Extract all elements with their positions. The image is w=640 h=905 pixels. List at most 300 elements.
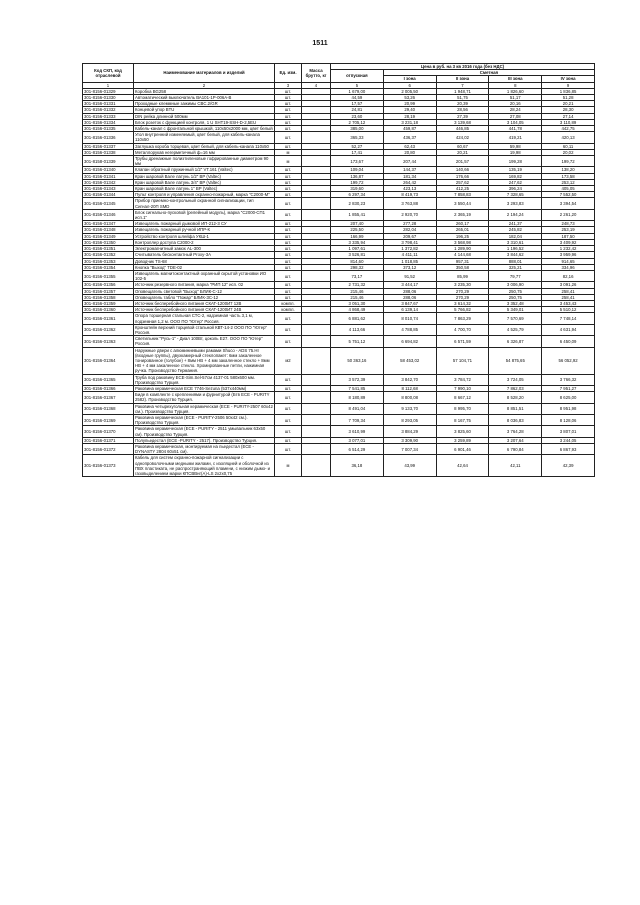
item-unit: шт. — [275, 119, 302, 125]
price-retail: 3 077,01 — [331, 437, 384, 443]
item-name: Полупьедестал (ECE -PURITY - 2517). Производство Турция. — [134, 437, 275, 443]
price-zone2: 350,58 — [436, 264, 489, 270]
price-retail: 17,57 — [331, 101, 384, 107]
item-name: Источник резервного питания, марка "РИП 12" исп. 02 — [134, 282, 275, 288]
table-row — [83, 132, 595, 143]
item-unit: шт. — [275, 282, 302, 288]
item-unit: м — [275, 149, 302, 155]
price-zone1: 20,80 — [383, 149, 436, 155]
price-zone4: 442,75 — [542, 126, 595, 132]
price-retail: 52,27 — [331, 143, 384, 149]
price-zone2: 412,25 — [436, 186, 489, 192]
price-zone1: 423,13 — [383, 186, 436, 192]
item-name: Коробка BG258 — [134, 88, 275, 94]
price-zone2: 3 568,98 — [436, 239, 489, 245]
item-name: Извещатель пожарный ручной ИПР-К — [134, 227, 275, 233]
price-zone1: 282,04 — [383, 227, 436, 233]
page-number: 1511 — [312, 40, 328, 47]
price-retail: 6 297,34 — [331, 192, 384, 198]
table-row — [83, 270, 595, 281]
price-zone4: 60,11 — [542, 143, 595, 149]
item-unit: шт. — [275, 186, 302, 192]
price-zone4: 258,41 — [542, 294, 595, 300]
price-zone3: 4 525,79 — [489, 324, 542, 335]
price-zone2: 42,64 — [436, 455, 489, 477]
price-zone2: 270,29 — [436, 288, 489, 294]
price-zone2: 957,31 — [436, 258, 489, 264]
price-zone4: 138,20 — [542, 167, 595, 173]
item-name: Устройство контроля шлейфа УКШ-1 — [134, 233, 275, 239]
price-zone4: 187,50 — [542, 233, 595, 239]
price-retail: 36,18 — [331, 455, 384, 477]
header-code: Код СКП, код отраслевой — [83, 64, 134, 83]
price-zone3: 245,82 — [489, 227, 542, 233]
table-row — [83, 392, 595, 403]
price-zone3: 20,16 — [489, 101, 542, 107]
item-name: Извещатель пожарный дымовой ИП-212-3 СУ — [134, 221, 275, 227]
price-retail: 173,67 — [331, 156, 384, 167]
item-mass — [302, 444, 331, 455]
price-retail: 814,60 — [331, 258, 384, 264]
item-unit: шт. — [275, 392, 302, 403]
price-zone1: 3 842,70 — [383, 374, 436, 385]
price-zone4: 3 409,92 — [542, 239, 595, 245]
price-zone3: 250,75 — [489, 294, 542, 300]
price-zone3: 7 570,69 — [489, 313, 542, 324]
item-name: Кран шаровой Вале латунь 1/2" ВР (Valtec) — [134, 173, 275, 179]
price-retail: 2 705,12 — [331, 119, 384, 125]
price-retail: 73,17 — [331, 270, 384, 281]
column-number: 2 — [134, 82, 275, 88]
price-zone4: 1 232,42 — [542, 246, 595, 252]
price-zone4: 3 959,96 — [542, 252, 595, 258]
price-retail: 3 610,99 — [331, 426, 384, 437]
price-zone4: 3 244,05 — [542, 437, 595, 443]
price-zone4: 3 807,01 — [542, 426, 595, 437]
price-zone2: 1 948,71 — [436, 88, 489, 94]
item-code: 301-8156-01349 — [83, 233, 134, 239]
price-zone3: 441,78 — [489, 126, 542, 132]
price-zone3: 3 764,28 — [489, 426, 542, 437]
item-unit: шт. — [275, 414, 302, 425]
header-name: Наименование материалов и изделий — [134, 64, 275, 83]
price-retail: 4 113,66 — [331, 324, 384, 335]
item-code: 301-8156-01347 — [83, 221, 134, 227]
price-zone1: 8 800,08 — [383, 392, 436, 403]
item-unit: шт. — [275, 288, 302, 294]
item-code: 301-8156-01346 — [83, 209, 134, 220]
item-mass — [302, 392, 331, 403]
header-mass: Масса брутто, кг — [302, 64, 331, 83]
price-zone3: 241,37 — [489, 221, 542, 227]
item-code: 301-8156-01352 — [83, 252, 134, 258]
item-code: 301-8156-01345 — [83, 198, 134, 209]
price-zone4: 5 510,12 — [542, 307, 595, 313]
item-code: 301-8156-01332 — [83, 107, 134, 113]
price-retail: 3 335,94 — [331, 239, 384, 245]
price-retail: 225,50 — [331, 227, 384, 233]
item-code: 301-8156-01335 — [83, 126, 134, 132]
price-retail: 319,60 — [331, 186, 384, 192]
price-zone3: 3 352,48 — [489, 300, 542, 306]
price-zone4: 334,96 — [542, 264, 595, 270]
column-number: 5 — [331, 82, 384, 88]
item-code: 301-8156-01338 — [83, 149, 134, 155]
price-zone4: 914,65 — [542, 258, 595, 264]
item-unit: шт. — [275, 313, 302, 324]
table-row — [83, 198, 595, 209]
price-zone4: 8 128,06 — [542, 414, 595, 425]
item-code: 301-8156-01336 — [83, 132, 134, 143]
price-retail: 3 572,39 — [331, 374, 384, 385]
price-retail: 2 830,23 — [331, 198, 384, 209]
price-zone4: 20,21 — [542, 101, 595, 107]
table-row — [83, 444, 595, 455]
item-code: 301-8156-01362 — [83, 324, 134, 335]
item-unit: шт. — [275, 444, 302, 455]
table-row — [83, 313, 595, 324]
item-code: 301-8156-01363 — [83, 336, 134, 347]
item-unit: шт. — [275, 233, 302, 239]
column-number: 1 — [83, 82, 134, 88]
price-zone2: 60,67 — [436, 143, 489, 149]
price-retail: 17,41 — [331, 149, 384, 155]
item-name: Кнопка "Выход" TDE-02 — [134, 264, 275, 270]
item-code: 301-8156-01364 — [83, 347, 134, 374]
column-number: 9 — [542, 82, 595, 88]
item-code: 301-8158-01339 — [83, 156, 134, 167]
price-zone2: 446,85 — [436, 126, 489, 132]
header-zone1: I зона — [383, 76, 436, 82]
item-unit: шт. — [275, 95, 302, 101]
item-name: Раковина керамическая (ECE - PURITY-2506 50х42 см.). Производство Турция. — [134, 414, 275, 425]
header-retail: отпускная — [331, 70, 384, 82]
price-zone3: 182,04 — [489, 233, 542, 239]
price-zone4: 253,19 — [542, 227, 595, 233]
item-code: 301-8156-01341 — [83, 173, 134, 179]
price-zone1: 8 010,74 — [383, 313, 436, 324]
price-zone1: 207,44 — [383, 156, 436, 167]
table-row — [83, 374, 595, 385]
header-price-group: Цена в руб. на 3 кв 2016 года (без НДС) — [331, 64, 595, 70]
price-zone4: 3 110,89 — [542, 119, 595, 125]
price-zone4: 82,16 — [542, 270, 595, 281]
item-name: Раковина керамическая ECE 7746-Sezuna (537х440мм) — [134, 385, 275, 391]
price-zone1: 436,37 — [383, 132, 436, 143]
item-unit: шт. — [275, 179, 302, 185]
price-zone3: 5 349,01 — [489, 307, 542, 313]
price-zone2: 6 901,46 — [436, 444, 489, 455]
item-unit: шт. — [275, 403, 302, 414]
price-retail: 1 855,41 — [331, 209, 384, 220]
price-zone2: 8 667,12 — [436, 392, 489, 403]
item-unit: шт. — [275, 336, 302, 347]
item-code: 301-8156-01351 — [83, 246, 134, 252]
table-row — [83, 336, 595, 347]
item-mass — [302, 403, 331, 414]
item-name: Металлорукав негерметичный ф=16 мм — [134, 149, 275, 155]
price-zone1: 2 920,70 — [383, 209, 436, 220]
table-row — [83, 414, 595, 425]
item-name: Доводчик TS-68 — [134, 258, 275, 264]
item-name: Концевой упор BTU — [134, 107, 275, 113]
price-retail: 8 180,89 — [331, 392, 384, 403]
price-zone1: 28,19 — [383, 113, 436, 119]
price-retail: 215,46 — [331, 294, 384, 300]
price-zone3: 59,98 — [489, 143, 542, 149]
price-retail: 4 868,49 — [331, 307, 384, 313]
price-zone3: 7 328,65 — [489, 192, 542, 198]
item-name: Трубы дренажные полиэтиленовые гофрированные диаметром 90 мм — [134, 156, 275, 167]
item-code: 301-8156-01355 — [83, 270, 134, 281]
price-zone3: 396,24 — [489, 186, 542, 192]
price-zone1: 53,26 — [383, 95, 436, 101]
item-code: 301-8156-01367 — [83, 392, 134, 403]
item-code: 301-8156-01361 — [83, 313, 134, 324]
price-zone4: 6 450,09 — [542, 336, 595, 347]
item-unit: шт. — [275, 270, 302, 281]
price-zone2: 3 235,30 — [436, 282, 489, 288]
price-zone1: 8 419,73 — [383, 192, 436, 198]
item-unit: шт. — [275, 113, 302, 119]
item-unit: шт. — [275, 227, 302, 233]
item-mass — [302, 455, 331, 477]
item-mass — [302, 426, 331, 437]
item-name: Считыватель бесконтактный Proxy-3A — [134, 252, 275, 258]
item-name: Оповещатель табло "Пожар" БЛИК-ЗС-12 — [134, 294, 275, 300]
item-mass — [302, 156, 331, 167]
item-code: 301-8156-01340 — [83, 167, 134, 173]
header-unit: Ед. изм. — [275, 64, 302, 83]
item-unit: шт. — [275, 437, 302, 443]
price-zone4: 20,02 — [542, 149, 595, 155]
column-number: 7 — [436, 82, 489, 88]
price-zone3: 3 844,62 — [489, 252, 542, 258]
table-row — [83, 347, 595, 374]
price-zone4: 199,72 — [542, 156, 595, 167]
price-zone4: 7 951,27 — [542, 385, 595, 391]
price-zone1: 3 884,29 — [383, 426, 436, 437]
item-name: Раковина керамическая (ECE - PURITY - 2511 умывальник 63х50 см). Производство Турция. — [134, 426, 275, 437]
price-zone1: 3 798,41 — [383, 239, 436, 245]
price-zone4: 253,12 — [542, 179, 595, 185]
price-zone3: 27,08 — [489, 113, 542, 119]
price-zone4: 6 867,93 — [542, 444, 595, 455]
price-zone3: 3 006,90 — [489, 282, 542, 288]
item-unit: м2 — [275, 347, 302, 374]
price-zone3: 169,82 — [489, 173, 542, 179]
price-zone3: 3 310,61 — [489, 239, 542, 245]
price-zone2: 3 550,44 — [436, 198, 489, 209]
item-name: Кабель для систем охранно-пожарной сигнализации с однопроволочными медными жилами, с изоляцией и оболочкой из ПВХ пластиката, не распространяющий пламени, с низким дымо- и газовыделением марки КПСВВнг(А)-LS 2х2х0,75 — [134, 455, 275, 477]
item-name: Извещатель магнитоконтактный охранный скрытой установки ИО 102-5 — [134, 270, 275, 281]
item-name: Электромагнитный замок AL-300 — [134, 246, 275, 252]
item-code: 301-8156-01348 — [83, 227, 134, 233]
item-code: 301-8156-01365 — [83, 374, 134, 385]
price-retail: 199,72 — [331, 179, 384, 185]
item-unit: шт. — [275, 107, 302, 113]
price-zone4: 56 052,92 — [542, 347, 595, 374]
price-zone4: 3 394,54 — [542, 198, 595, 209]
column-number: 8 — [489, 82, 542, 88]
price-zone1: 3 309,90 — [383, 437, 436, 443]
price-zone1: 6 694,82 — [383, 336, 436, 347]
item-name: Оповещатель световой "Выход" БЛИК-С-12 — [134, 288, 275, 294]
price-zone1: 58 453,02 — [383, 347, 436, 374]
item-code: 301-8156-01356 — [83, 282, 134, 288]
price-zone2: 3 825,60 — [436, 426, 489, 437]
price-zone2: 8 995,70 — [436, 403, 489, 414]
price-zone3: 3 207,64 — [489, 437, 542, 443]
price-retail: 109,04 — [331, 167, 384, 173]
price-zone2: 4 700,70 — [436, 324, 489, 335]
item-unit: шт. — [275, 324, 302, 335]
price-zone2: 51,75 — [436, 95, 489, 101]
price-zone1: 144,37 — [383, 167, 436, 173]
price-retail: 50 363,16 — [331, 347, 384, 374]
price-zone4: 2 261,20 — [542, 209, 595, 220]
item-mass — [302, 270, 331, 281]
item-mass — [302, 336, 331, 347]
item-code: 301-8156-01359 — [83, 300, 134, 306]
table-body — [83, 88, 595, 476]
price-zone2: 4 144,68 — [436, 252, 489, 258]
price-zone2: 3 614,32 — [436, 300, 489, 306]
item-unit: шт. — [275, 209, 302, 220]
price-zone1: 459,87 — [383, 126, 436, 132]
price-zone3: 54 875,65 — [489, 347, 542, 374]
item-unit: м — [275, 156, 302, 167]
price-zone1: 277,28 — [383, 221, 436, 227]
price-retail: 385,00 — [331, 126, 384, 132]
price-retail: 8 491,04 — [331, 403, 384, 414]
item-code: 301-8156-01372 — [83, 444, 134, 455]
column-number: 4 — [302, 82, 331, 88]
price-zone4: 173,58 — [542, 173, 595, 179]
item-name: Автоматический выключатель ВА101-1Р-006А-В — [134, 95, 275, 101]
item-unit: шт. — [275, 88, 302, 94]
item-name: Раковина четырехугольная керамическая (ECE - PURITY-2507 60х42 см.). Производство Турция. — [135, 403, 273, 414]
price-zone1: 8 293,05 — [383, 414, 436, 425]
price-zone2: 27,39 — [436, 113, 489, 119]
price-zone2: 265,01 — [436, 227, 489, 233]
item-code: 301-8156-01330 — [83, 95, 134, 101]
item-unit: шт. — [275, 198, 302, 209]
price-zone3: 419,21 — [489, 132, 542, 143]
price-zone2: 7 990,10 — [436, 385, 489, 391]
table-row — [83, 209, 595, 220]
price-zone2: 8 167,75 — [436, 414, 489, 425]
item-code: 301-8156-01353 — [83, 258, 134, 264]
price-zone3: 6 326,87 — [489, 336, 542, 347]
item-code: 301-8156-01358 — [83, 294, 134, 300]
table-row — [83, 324, 595, 335]
price-retail: 207,40 — [331, 221, 384, 227]
table-row — [83, 455, 595, 477]
price-zone1: 2 005,50 — [383, 88, 436, 94]
price-zone1: 3 231,18 — [383, 119, 436, 125]
item-name: Прибор приемно-контрольный охранной сигнализации, тип Сигнал-20П SMD — [134, 198, 275, 209]
item-mass — [302, 198, 331, 209]
item-unit: шт. — [275, 126, 302, 132]
price-zone2: 5 766,82 — [436, 307, 489, 313]
price-zone1: 43,99 — [383, 455, 436, 477]
header-zone4: IV зона — [542, 76, 595, 82]
item-unit: шт. — [275, 192, 302, 198]
item-code: 301-8156-01331 — [83, 101, 134, 107]
price-retail: 5 751,12 — [331, 336, 384, 347]
price-zone2: 85,99 — [436, 270, 489, 281]
item-mass — [302, 374, 331, 385]
price-zone1: 3 763,88 — [383, 198, 436, 209]
item-unit: шт. — [275, 426, 302, 437]
item-name: Раковина керамическая, монтируемая на пьедестал (ECE - DYNASTY 2804 60х51 см). — [134, 444, 275, 455]
item-name: Источник бесперебойного питания СКАТ-1200И7 12В — [134, 300, 275, 306]
price-zone1: 91,52 — [383, 270, 436, 281]
price-zone1: 288,06 — [383, 294, 436, 300]
item-unit: шт. — [275, 239, 302, 245]
price-zone1: 7 007,34 — [383, 444, 436, 455]
table-row — [83, 156, 595, 167]
price-retail: 24,81 — [331, 107, 384, 113]
column-number: 3 — [275, 82, 302, 88]
price-zone2: 3 139,68 — [436, 119, 489, 125]
item-code: 301-8156-01329 — [83, 88, 134, 94]
price-retail: 298,32 — [331, 264, 384, 270]
price-zone1: 1 018,85 — [383, 258, 436, 264]
item-name: Заглушка короба торцевая, цвет белый, для кабель-канала 110х50 — [134, 143, 275, 149]
item-name: Биде в комплекте с креплениями и фурнитурой (Бтв ECE - PURITY 2582). Производство Турция. — [134, 392, 275, 403]
price-zone4: 7 748,14 — [542, 313, 595, 324]
price-zone1: 8 112,68 — [383, 385, 436, 391]
item-name: Угол внутренний изменяемый, цвет белый, для кабель-канала 110х50 — [134, 132, 275, 143]
price-zone3: 19,98 — [489, 149, 542, 155]
price-zone2: 1 289,90 — [436, 246, 489, 252]
item-code: 301-8156-01360 — [83, 307, 134, 313]
price-retail: 1 097,61 — [331, 246, 384, 252]
price-zone2: 140,66 — [436, 167, 489, 173]
item-code: 301-8156-01373 — [83, 455, 134, 477]
price-zone1: 4 411,11 — [383, 252, 436, 258]
item-code: 301-8156-01337 — [83, 143, 134, 149]
price-zone4: 3 091,26 — [542, 282, 595, 288]
item-unit: шт. — [275, 252, 302, 258]
price-zone3: 79,77 — [489, 270, 542, 281]
item-mass — [302, 132, 331, 143]
item-code: 301-8156-01369 — [83, 414, 134, 425]
price-zone2: 260,17 — [436, 221, 489, 227]
item-name: DIN рейка длинной 500мм — [134, 113, 275, 119]
price-zone3: 28,24 — [489, 107, 542, 113]
price-retail: 7 709,34 — [331, 414, 384, 425]
item-code: 301-8156-01370 — [83, 426, 134, 437]
item-code: 301-8156-01334 — [83, 119, 134, 125]
item-code: 301-8156-01354 — [83, 264, 134, 270]
price-zone3: 8 528,20 — [489, 392, 542, 403]
table-row — [83, 426, 595, 437]
price-zone3: 3 724,05 — [489, 374, 542, 385]
price-zone1: 9 133,70 — [383, 403, 436, 414]
price-zone3: 6 790,84 — [489, 444, 542, 455]
price-zone1: 4 788,85 — [383, 324, 436, 335]
price-zone2: 6 571,59 — [436, 336, 489, 347]
item-name: Кронштейн верхний торцевой стальной КВТ-14-2 ООО ПО "Ютер" Россия. — [134, 324, 275, 335]
item-name: Блок сигнально-пусковой (релейный модуль), марка "С2000-СП1 исп.1" — [134, 209, 275, 220]
item-name: Проходные клеммные зажимы CBC.2/GR — [134, 101, 275, 107]
price-zone2: 424,02 — [436, 132, 489, 143]
item-unit: шт. — [275, 101, 302, 107]
price-zone3: 1 196,52 — [489, 246, 542, 252]
